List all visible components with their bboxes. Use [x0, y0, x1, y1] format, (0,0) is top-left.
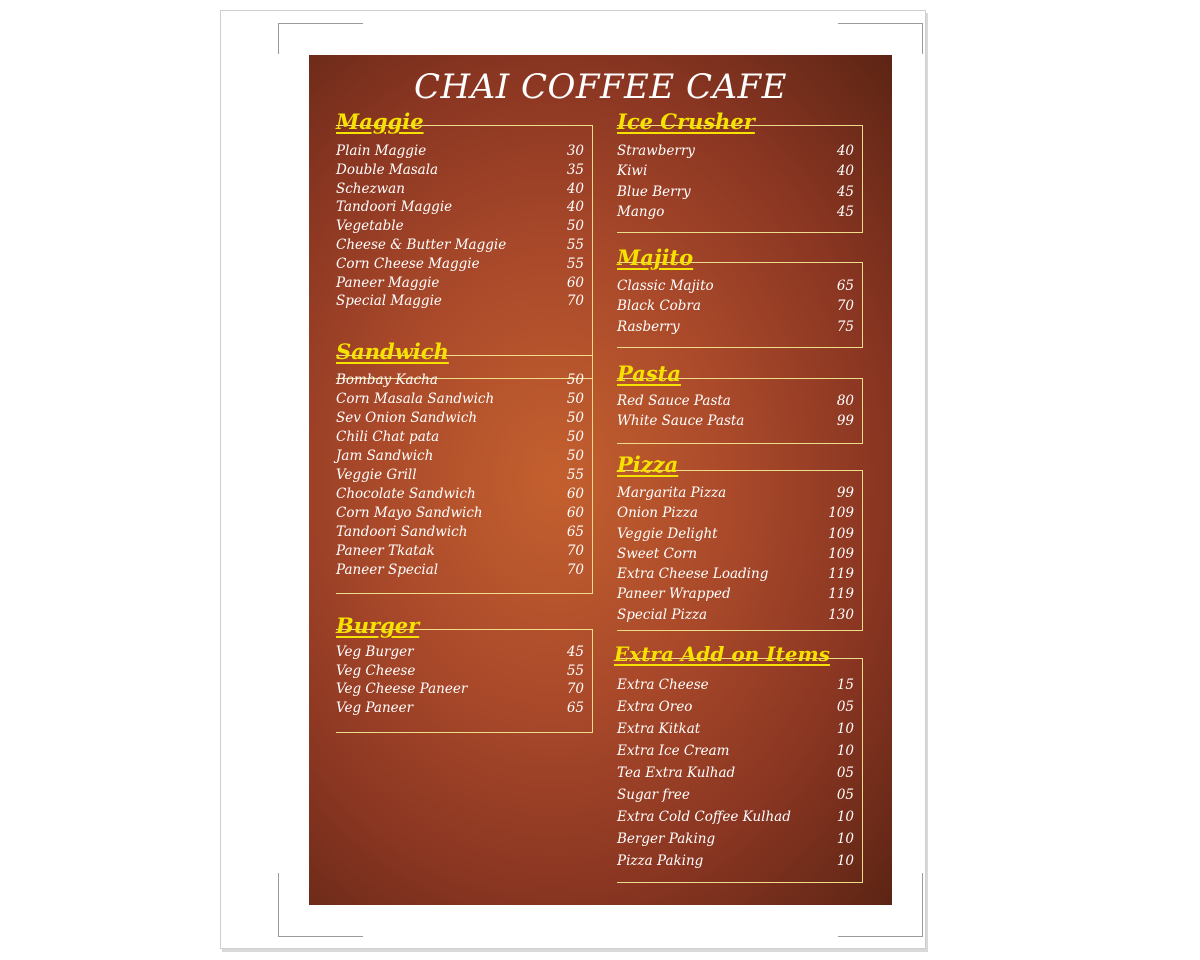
menu-item-name: Extra Cheese: [617, 677, 709, 693]
menu-item: [617, 317, 854, 337]
menu-item: [336, 161, 584, 180]
section-heading: Pasta: [617, 361, 681, 386]
menu-item-price: 109: [828, 505, 854, 522]
menu-item-name: Tandoori Sandwich: [336, 524, 468, 540]
menu-item-price: 70: [566, 543, 584, 559]
menu-item: [617, 806, 854, 828]
menu-item-name: Blue Berry: [617, 183, 691, 200]
menu-item: [617, 584, 854, 604]
menu-item-price: 10: [836, 853, 854, 869]
menu-item-price: 130: [828, 606, 854, 623]
menu-item-name: Classic Majito: [617, 278, 714, 294]
menu-item: [336, 371, 584, 390]
section-heading: Maggie: [336, 109, 424, 134]
menu-item-price: 40: [566, 199, 584, 216]
menu-item: [617, 182, 854, 202]
menu-item: [336, 447, 584, 466]
menu-item-price: 10: [836, 721, 854, 737]
menu-item-price: 50: [566, 448, 584, 464]
menu-item-name: Extra Cold Coffee Kulhad: [617, 809, 791, 825]
menu-item-name: Strawberry: [617, 143, 695, 159]
menu-title: CHAI COFFEE CAFE: [414, 67, 787, 107]
menu-item: [617, 276, 854, 296]
menu-item-name: Paneer Special: [336, 562, 439, 578]
menu-item-price: 45: [836, 183, 854, 200]
menu-item-price: 50: [566, 391, 584, 407]
menu-item-name: Onion Pizza: [617, 505, 698, 522]
menu-item: [617, 850, 854, 872]
menu-item: [617, 828, 854, 850]
menu-item: [617, 296, 854, 316]
menu-item-price: 60: [566, 505, 584, 521]
menu-item: [336, 274, 584, 293]
menu-item-price: 109: [828, 525, 854, 542]
menu-item-name: Schezwan: [336, 180, 405, 197]
item-list: [617, 391, 854, 432]
menu-item: [336, 542, 584, 561]
menu-item-name: Sweet Corn: [617, 545, 698, 562]
menu-item-name: Jam Sandwich: [336, 448, 434, 464]
menu-item-price: 15: [836, 677, 854, 693]
item-list: [617, 276, 854, 337]
menu-item: [336, 255, 584, 274]
menu-item-name: Paneer Maggie: [336, 274, 440, 291]
menu-item: [336, 699, 584, 718]
menu-item-name: Veg Cheese Paneer: [336, 681, 468, 697]
menu-item: [336, 142, 584, 161]
menu-item: [617, 605, 854, 625]
menu-item-price: 30: [566, 143, 584, 159]
menu-item: [617, 696, 854, 718]
menu-item-name: Rasberry: [617, 318, 680, 335]
menu-item-price: 60: [566, 274, 584, 291]
menu-item: [336, 680, 584, 699]
item-list: [336, 142, 584, 311]
section-heading: Pizza: [617, 452, 679, 477]
menu-item: [336, 390, 584, 409]
menu-item-price: 70: [836, 298, 854, 315]
menu-item-name: Berger Paking: [617, 831, 716, 847]
menu-item-name: Tandoori Maggie: [336, 199, 453, 216]
menu-item-name: Vegetable: [336, 218, 404, 235]
menu-item-price: 119: [828, 566, 854, 583]
menu-item-name: Extra Kitkat: [617, 721, 701, 737]
menu-item-name: Cheese & Butter Maggie: [336, 236, 507, 253]
menu-item-price: 05: [836, 765, 854, 781]
menu-item-price: 65: [836, 278, 854, 294]
menu-item-name: Corn Masala Sandwich: [336, 391, 495, 407]
menu-item-price: 40: [836, 143, 854, 159]
menu-item-price: 75: [836, 318, 854, 335]
menu-item-name: Extra Oreo: [617, 699, 693, 715]
menu-item-price: 70: [566, 562, 584, 578]
menu-item-name: Double Masala: [336, 161, 439, 178]
section-heading: Extra Add on Items: [614, 642, 830, 666]
menu-item-name: Red Sauce Pasta: [617, 393, 731, 409]
menu-item-name: Sev Onion Sandwich: [336, 410, 478, 426]
menu-item-name: Sugar free: [617, 787, 690, 803]
menu-item-name: Veg Paneer: [336, 699, 414, 716]
menu-item: [617, 161, 854, 181]
menu-item: [617, 784, 854, 806]
menu-item-price: 65: [566, 524, 584, 540]
section-heading: Sandwich: [336, 339, 449, 364]
section-heading: Majito: [617, 245, 694, 270]
menu-item-name: Mango: [617, 203, 665, 220]
menu-item-price: 55: [566, 662, 584, 679]
menu-item-name: Extra Cheese Loading: [617, 566, 769, 583]
menu-item-name: Special Maggie: [336, 293, 442, 310]
menu-item-price: 50: [566, 410, 584, 426]
menu-item-name: Plain Maggie: [336, 143, 427, 159]
menu-item-price: 80: [836, 393, 854, 409]
crop-mark-top-right: [838, 23, 923, 54]
menu-item-price: 109: [828, 545, 854, 562]
menu-item: [617, 674, 854, 696]
item-list: [617, 141, 854, 222]
menu-item: [617, 391, 854, 411]
menu-item-name: Paneer Tkatak: [336, 543, 435, 559]
menu-item: [336, 561, 584, 580]
menu-item: [617, 202, 854, 222]
menu-item: [336, 409, 584, 428]
menu-item-price: 10: [836, 743, 854, 759]
menu-item-price: 99: [836, 413, 854, 430]
menu-item-price: 70: [566, 293, 584, 310]
menu-item-price: 45: [836, 203, 854, 220]
menu-item-price: 05: [836, 699, 854, 715]
menu-item: [336, 217, 584, 236]
menu-item: [336, 523, 584, 542]
menu-item-price: 45: [566, 644, 584, 660]
menu-item: [617, 544, 854, 564]
menu-item: [336, 485, 584, 504]
section-heading: Burger: [336, 613, 420, 638]
menu-item-name: Veg Burger: [336, 644, 414, 660]
menu-item-name: Veggie Delight: [617, 525, 718, 542]
menu-item-name: Extra Ice Cream: [617, 743, 730, 759]
menu-item-price: 05: [836, 787, 854, 803]
item-list: [336, 643, 584, 717]
menu-item-price: 60: [566, 486, 584, 502]
menu-item: [336, 662, 584, 681]
menu-item-name: Veg Cheese: [336, 662, 416, 679]
item-list: [336, 371, 584, 580]
menu-item-name: Corn Mayo Sandwich: [336, 505, 483, 521]
menu-item: [617, 718, 854, 740]
menu-item-price: 99: [836, 485, 854, 501]
menu-item: [617, 740, 854, 762]
menu-item-name: Black Cobra: [617, 298, 701, 315]
menu-item: [617, 762, 854, 784]
menu-item: [336, 428, 584, 447]
menu-item-price: 10: [836, 809, 854, 825]
menu-item-price: 55: [566, 255, 584, 272]
crop-mark-top-left: [278, 23, 363, 54]
menu-item-name: Veggie Grill: [336, 467, 417, 483]
menu-item-price: 50: [566, 429, 584, 445]
menu-item: [336, 643, 584, 662]
menu-item-price: 40: [836, 163, 854, 180]
menu-item: [617, 141, 854, 161]
menu-item-price: 119: [828, 586, 854, 603]
menu-item-price: 50: [566, 372, 584, 388]
menu-item: [336, 504, 584, 523]
menu-item: [617, 483, 854, 503]
menu-item: [336, 198, 584, 217]
menu-item: [336, 236, 584, 255]
menu-item-name: Paneer Wrapped: [617, 586, 731, 603]
menu-item-price: 35: [566, 161, 584, 178]
menu-card: [309, 55, 892, 905]
menu-item-name: Tea Extra Kulhad: [617, 765, 736, 781]
menu-item-name: Special Pizza: [617, 606, 708, 623]
item-list: [617, 483, 854, 625]
menu-item: [617, 411, 854, 431]
menu-item-price: 70: [566, 681, 584, 697]
menu-item-name: Pizza Paking: [617, 853, 704, 869]
menu-item-price: 50: [566, 218, 584, 235]
menu-item-price: 55: [566, 467, 584, 483]
menu-item: [617, 524, 854, 544]
menu-item-price: 55: [566, 236, 584, 253]
menu-item-name: Kiwi: [617, 163, 648, 180]
menu-item-name: Corn Cheese Maggie: [336, 255, 480, 272]
menu-item-price: 10: [836, 831, 854, 847]
menu-item-name: Chili Chat pata: [336, 429, 440, 445]
menu-item-name: Bombay Kacha: [336, 372, 438, 388]
section-heading: Ice Crusher: [617, 109, 755, 134]
menu-item-name: Chocolate Sandwich: [336, 486, 476, 502]
menu-item-name: White Sauce Pasta: [617, 413, 745, 430]
menu-item: [336, 292, 584, 311]
menu-item: [617, 564, 854, 584]
menu-item: [336, 466, 584, 485]
menu-item-name: Margarita Pizza: [617, 485, 727, 501]
menu-item: [617, 503, 854, 523]
menu-item-price: 40: [566, 180, 584, 197]
menu-item-price: 65: [566, 699, 584, 716]
menu-item: [336, 180, 584, 199]
item-list: [617, 674, 854, 872]
